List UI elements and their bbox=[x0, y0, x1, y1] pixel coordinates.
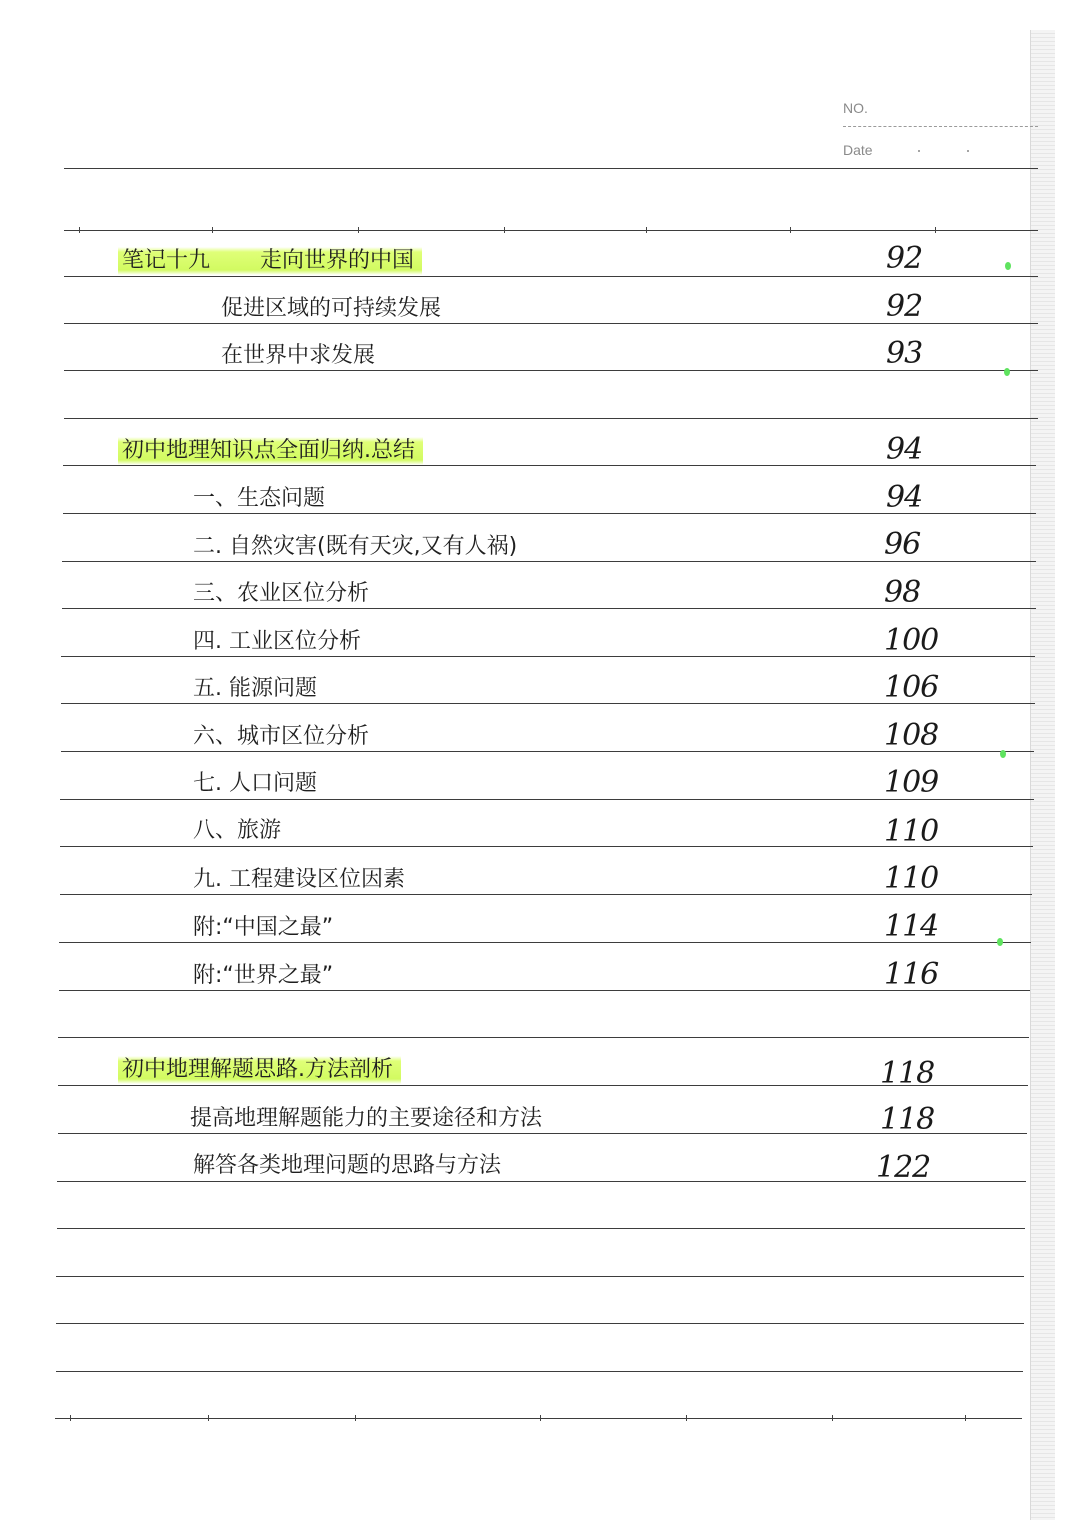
ruled-line bbox=[64, 418, 1038, 419]
toc-entry: 一、生态问题 bbox=[193, 486, 326, 511]
toc-entry: 附:“世界之最” bbox=[193, 963, 334, 988]
page-number: 118 bbox=[880, 1102, 935, 1137]
toc-entry: 六、城市区位分析 bbox=[193, 724, 370, 749]
toc-section-heading bbox=[118, 247, 422, 275]
toc-entry: 三、农业区位分析 bbox=[193, 581, 370, 606]
page-number: 116 bbox=[884, 957, 939, 992]
highlighter-mark bbox=[1005, 262, 1011, 270]
highlighter-mark bbox=[997, 938, 1003, 946]
date-separator bbox=[918, 150, 920, 152]
toc-entry: 五. 能源问题 bbox=[193, 676, 317, 701]
toc-entry: 二. 自然灾害(既有天灾,又有人祸) bbox=[193, 534, 518, 559]
toc-section-heading: 初中地理知识点全面归纳.总结 bbox=[118, 437, 423, 465]
ruled-line bbox=[56, 1371, 1023, 1372]
page-number: 94 bbox=[886, 480, 923, 515]
toc-entry: 促进区域的可持续发展 bbox=[221, 296, 442, 321]
binding-strip bbox=[1030, 30, 1055, 1520]
rule-tick bbox=[212, 227, 213, 233]
section-subtitle: 走向世界的中国 bbox=[260, 248, 415, 273]
toc-entry: 在世界中求发展 bbox=[221, 343, 376, 368]
toc-entry: 提高地理解题能力的主要途径和方法 bbox=[190, 1106, 543, 1131]
rule-tick bbox=[686, 1415, 687, 1421]
section-number: 笔记十九 bbox=[122, 248, 211, 273]
date-label: Date bbox=[843, 142, 873, 158]
toc-entry: 八、旅游 bbox=[193, 818, 282, 843]
rule-tick bbox=[70, 1415, 71, 1421]
toc-entry: 九. 工程建设区位因素 bbox=[193, 867, 405, 892]
ruled-line bbox=[56, 1323, 1024, 1324]
bottom-margin-rule bbox=[55, 1418, 1022, 1419]
page-number: 106 bbox=[884, 670, 939, 705]
no-underline bbox=[843, 126, 1038, 127]
toc-entry: 解答各类地理问题的思路与方法 bbox=[193, 1153, 502, 1178]
page-number: 93 bbox=[886, 336, 923, 371]
date-separator bbox=[967, 150, 969, 152]
page-number: 92 bbox=[886, 289, 923, 324]
ruled-line bbox=[57, 1228, 1025, 1229]
header-rule bbox=[64, 168, 1038, 169]
page-number: 118 bbox=[880, 1056, 935, 1091]
page-number: 110 bbox=[884, 814, 939, 849]
rule-tick bbox=[358, 227, 359, 233]
highlighter-mark bbox=[1004, 368, 1010, 376]
rule-tick bbox=[646, 227, 647, 233]
rule-tick bbox=[935, 227, 936, 233]
page-number: 108 bbox=[884, 718, 939, 753]
ruled-line bbox=[58, 1037, 1029, 1038]
ruled-line bbox=[64, 276, 1038, 277]
toc-entry: 七. 人口问题 bbox=[193, 771, 317, 796]
rule-tick bbox=[208, 1415, 209, 1421]
page-number: 96 bbox=[884, 527, 921, 562]
highlighter-mark bbox=[1000, 750, 1006, 758]
no-label: NO. bbox=[843, 100, 868, 116]
rule-tick bbox=[504, 227, 505, 233]
rule-tick bbox=[79, 227, 80, 233]
rule-tick bbox=[355, 1415, 356, 1421]
top-margin-rule bbox=[64, 230, 1038, 231]
toc-entry: 四. 工业区位分析 bbox=[193, 629, 361, 654]
toc-section-heading: 初中地理解题思路.方法剖析 bbox=[118, 1056, 401, 1084]
rule-tick bbox=[832, 1415, 833, 1421]
ruled-line bbox=[56, 1276, 1024, 1277]
page-number: 100 bbox=[884, 623, 939, 658]
page-number: 114 bbox=[884, 909, 939, 944]
rule-tick bbox=[965, 1415, 966, 1421]
page-number: 110 bbox=[884, 861, 939, 896]
rule-tick bbox=[540, 1415, 541, 1421]
page-number: 109 bbox=[884, 765, 939, 800]
page-number: 92 bbox=[886, 241, 923, 276]
rule-tick bbox=[790, 227, 791, 233]
page-number: 122 bbox=[876, 1150, 931, 1185]
page-number: 98 bbox=[884, 575, 921, 610]
page-number: 94 bbox=[886, 432, 923, 467]
toc-entry: 附:“中国之最” bbox=[193, 915, 334, 940]
